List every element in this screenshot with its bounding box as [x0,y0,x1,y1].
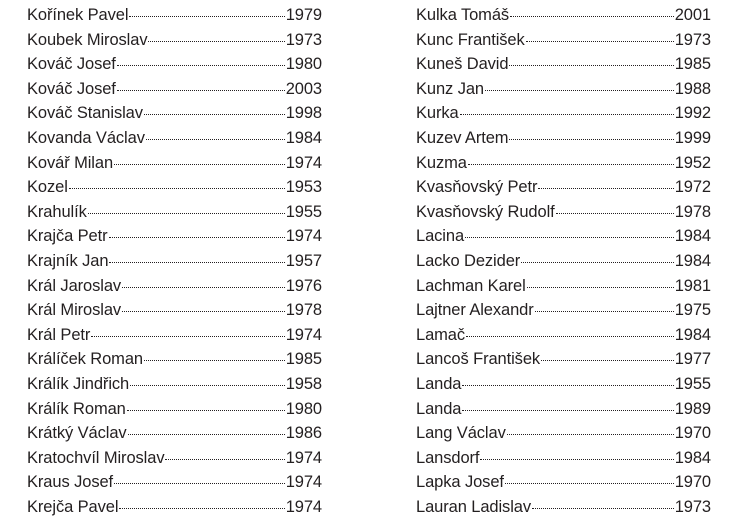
person-name: Král Jaroslav [27,276,122,295]
year-value: 1984 [674,227,711,246]
year-value: 1979 [285,6,322,24]
dot-leader [527,286,674,288]
dot-leader [465,236,674,238]
person-name: Kozel [27,178,68,197]
list-item [27,446,322,471]
year-value: 1988 [674,79,711,98]
dot-leader [146,138,285,140]
year-value: 1974 [285,497,322,516]
year-value: 1998 [285,104,322,123]
dot-leader [69,187,285,189]
person-name: Král Petr [27,325,91,344]
dot-leader [460,113,674,115]
dot-leader [462,409,673,411]
person-name: Kovář Milan [27,153,114,172]
right-column [416,3,711,519]
year-value: 1974 [285,227,322,246]
person-name: Kunz Jan [416,79,484,98]
list-item [27,274,322,299]
dot-leader [509,64,673,66]
person-name: Kvasňovský Rudolf [416,202,555,221]
list-item [27,421,322,446]
dot-leader [88,212,285,214]
year-value: 1978 [285,301,322,320]
year-value: 1976 [285,276,322,295]
dot-leader [119,507,284,509]
year-value: 1981 [674,276,711,295]
year-value: 1974 [285,473,322,492]
list-item [27,397,322,422]
dot-leader [129,15,284,17]
dot-leader [109,236,285,238]
list-item [416,397,711,422]
year-value: 1973 [674,30,711,49]
list-item [27,249,322,274]
list-item [416,126,711,151]
year-value: 1980 [285,55,322,74]
dot-leader [505,482,674,484]
year-value: 1952 [674,153,711,172]
person-name: Kořínek Pavel [27,6,129,24]
list-item [27,470,322,495]
person-name: Kulka Tomáš [416,6,510,24]
year-value: 1970 [674,473,711,492]
dot-leader [122,286,285,288]
dot-leader [130,384,285,386]
list-item [27,101,322,126]
person-name: Koubek Miroslav [27,30,148,49]
person-name: Lang Václav [416,424,506,443]
list-item [416,200,711,225]
list-item [416,77,711,102]
year-value: 1980 [285,399,322,418]
year-value: 1974 [285,448,322,467]
year-value: 2003 [285,79,322,98]
year-value: 1958 [285,374,322,393]
year-value: 1955 [285,202,322,221]
dot-leader [480,458,673,460]
list-item [416,3,711,28]
list-item [27,28,322,53]
dot-leader [109,261,284,263]
person-name: Lamač [416,325,466,344]
list-item [416,347,711,372]
list-item [416,372,711,397]
person-name: Kováč Josef [27,55,116,74]
dot-leader [538,187,673,189]
list-item [416,323,711,348]
list-item [416,151,711,176]
person-name: Kraus Josef [27,473,114,492]
list-item [27,298,322,323]
list-item [416,470,711,495]
person-name: Králík Roman [27,399,126,418]
list-item [27,126,322,151]
year-value: 1985 [285,350,322,369]
dot-leader [485,89,674,91]
year-value: 1984 [285,128,322,147]
person-name: Kunc František [416,30,525,49]
list-item [416,52,711,77]
person-name: Landa [416,374,462,393]
dot-leader [144,359,285,361]
year-value: 1984 [674,325,711,344]
list-item [27,77,322,102]
dot-leader [509,138,673,140]
person-name: Lancoš František [416,350,541,369]
dot-leader [114,163,285,165]
dot-leader [541,359,674,361]
year-value: 1974 [285,325,322,344]
list-item [416,274,711,299]
year-value: 1973 [285,30,322,49]
year-value: 1984 [674,448,711,467]
year-value: 1992 [674,104,711,123]
person-name: Kuzev Artem [416,128,509,147]
list-item [27,372,322,397]
list-item [27,151,322,176]
person-name: Kuneš David [416,55,509,74]
year-value: 1974 [285,153,322,172]
person-name: Kováč Josef [27,79,116,98]
person-name: Krajča Petr [27,227,108,246]
list-item [27,224,322,249]
dot-leader [127,409,285,411]
dot-leader [91,335,284,337]
person-name: Králík Jindřich [27,374,130,393]
person-name: Krejča Pavel [27,497,119,516]
dot-leader [468,163,674,165]
list-item [416,298,711,323]
dot-leader [165,458,284,460]
dot-leader [510,15,674,17]
list-item [27,52,322,77]
year-value: 1989 [674,399,711,418]
year-value: 1985 [674,55,711,74]
year-value: 1999 [674,128,711,147]
year-value: 1972 [674,178,711,197]
list-item [27,3,322,28]
person-name: Král Miroslav [27,301,122,320]
person-name: Lacko Dezider [416,251,521,270]
person-name: Kovanda Václav [27,128,145,147]
person-name: Krátký Václav [27,424,127,443]
person-name: Kratochvíl Miroslav [27,448,165,467]
person-name: Kuzma [416,153,467,172]
list-item [416,175,711,200]
dot-leader [117,89,285,91]
dot-leader [117,64,285,66]
list-item [27,495,322,520]
year-value: 1977 [674,350,711,369]
year-value: 1953 [285,178,322,197]
list-item [416,421,711,446]
dot-leader [507,433,674,435]
list-item [27,175,322,200]
year-value: 1957 [285,251,322,270]
person-name: Krajník Jan [27,251,109,270]
dot-leader [466,335,674,337]
year-value: 1975 [674,301,711,320]
dot-leader [535,310,674,312]
person-name: Landa [416,399,462,418]
dot-leader [462,384,673,386]
list-item [416,101,711,126]
list-item [416,249,711,274]
dot-leader [526,40,674,42]
person-name: Kováč Stanislav [27,104,143,123]
list-item [416,446,711,471]
list-item [27,200,322,225]
person-name: Lacina [416,227,465,246]
year-value: 1984 [674,251,711,270]
list-item [27,323,322,348]
list-item [416,28,711,53]
year-value: 1973 [674,497,711,516]
dot-leader [128,433,285,435]
person-name: Lapka Josef [416,473,504,492]
person-name: Lachman Karel [416,276,526,295]
dot-leader [122,310,285,312]
person-name: Lajtner Alexandr [416,301,534,320]
list-item [416,495,711,520]
dot-leader [114,482,285,484]
person-name: Králíček Roman [27,350,143,369]
list-item [416,224,711,249]
person-name: Kvasňovský Petr [416,178,538,197]
dot-leader [556,212,674,214]
person-name: Lauran Ladislav [416,497,531,516]
list-item [27,347,322,372]
year-value: 1986 [285,424,322,443]
person-name: Krahulík [27,202,87,221]
dot-leader [148,40,284,42]
person-name: Lansdorf [416,448,480,467]
dot-leader [532,507,674,509]
dot-leader [144,113,285,115]
year-value: 1955 [674,374,711,393]
dot-leader [521,261,674,263]
year-value: 2001 [674,6,711,24]
year-value: 1978 [674,202,711,221]
year-value: 1970 [674,424,711,443]
person-name: Kurka [416,104,459,123]
left-column [27,3,322,519]
